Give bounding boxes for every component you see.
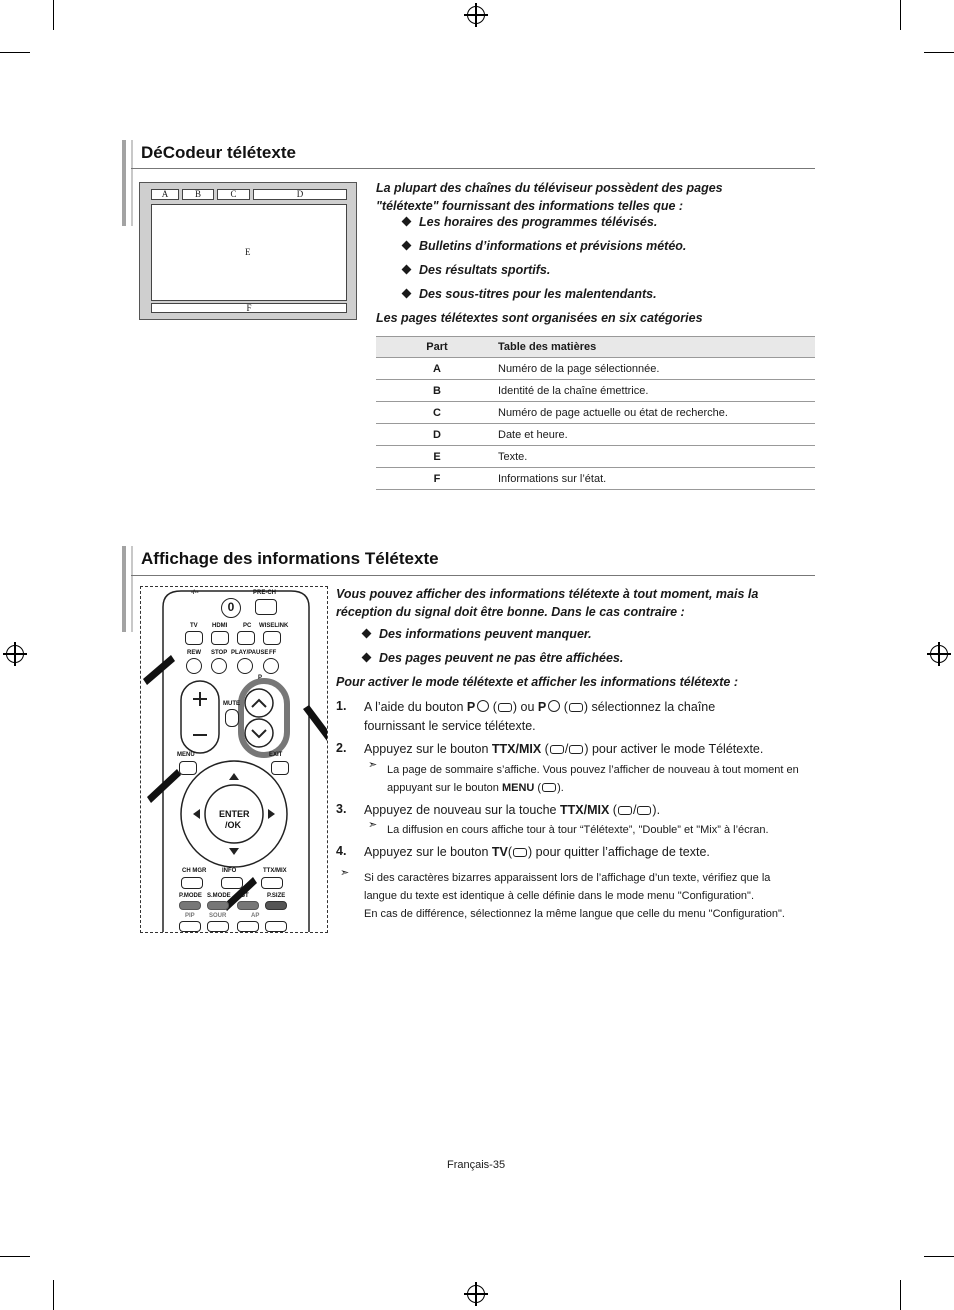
hdmi-label: HDMI [212, 623, 228, 629]
s-mode-button[interactable] [207, 901, 229, 910]
step-number: 4. [336, 844, 347, 858]
table-row: C Numéro de page actuelle ou état de recherche. [376, 402, 815, 424]
list-item: Des sous-titres pour les malentendants. [403, 287, 657, 301]
table-header-row [376, 337, 815, 358]
step-text: Appuyez de nouveau sur la touche TTX/MIX ( / ). [364, 803, 661, 817]
p-up-icon [477, 700, 489, 712]
ttx-mix-button[interactable] [261, 877, 283, 889]
note-text: La page de sommaire s’affiche. Vous pouvez l’afficher de nouveau à tout moment en [387, 764, 799, 776]
section-rule [131, 168, 815, 169]
crop-mark [900, 1280, 901, 1310]
registration-mark-icon [6, 645, 24, 663]
p-down-icon [548, 700, 560, 712]
p-label: P [258, 675, 263, 681]
teletext-table [376, 336, 815, 490]
still-label: ST [241, 893, 249, 899]
enter-ok-button[interactable] [207, 786, 261, 840]
stop-label: STOP [211, 650, 228, 656]
crop-mark [53, 0, 54, 30]
diamond-bullet-icon [402, 217, 412, 227]
menu-button[interactable] [179, 761, 197, 775]
table-row: E Texte. [376, 446, 815, 468]
final-note-line: En cas de différence, sélectionnez la même langue que celle du menu "Configuration". [364, 908, 785, 920]
dash-label: -/-- [191, 590, 199, 596]
channel-down-icon [569, 703, 583, 712]
pc-button[interactable] [237, 631, 255, 645]
rew-label: REW [187, 650, 201, 656]
teletext-icon [550, 745, 564, 754]
activate-heading: Pour activer le mode télétexte et afficher les informations télétexte : [336, 675, 738, 689]
step-text: Appuyez sur le bouton TV( ) pour quitter l’affichage de texte. [364, 845, 710, 859]
table-intro: Les pages télétextes sont organisées en six catégories [376, 311, 703, 325]
ap-button[interactable] [237, 921, 259, 932]
still-button[interactable] [237, 901, 259, 910]
crop-mark [924, 1256, 954, 1257]
ch-mgr-label: CH MGR [182, 868, 207, 874]
mute-button[interactable] [225, 709, 239, 727]
pre-ch-button[interactable] [255, 599, 277, 615]
ok-label: /OK [225, 820, 242, 830]
p-size-label: P.SIZE [267, 893, 286, 899]
crop-mark [924, 52, 954, 53]
wiselink-label: WISELINK [259, 623, 289, 629]
note-text: appuyant sur le bouton MENU ( ). [387, 782, 564, 794]
page-number: Français-35 [447, 1159, 506, 1171]
enter-label: ENTER [219, 809, 250, 819]
note-text: La diffusion en cours affiche tour à tour “Télétexte”, "Double” et "Mix” à l’écran. [387, 824, 769, 836]
exit-label: EXIT [269, 752, 283, 758]
ap-label: AP [251, 913, 260, 919]
list-item: Des informations peuvent manquer. [363, 627, 592, 641]
diamond-bullet-icon [402, 241, 412, 251]
up-button[interactable] [265, 921, 287, 932]
stop-button[interactable] [211, 658, 227, 674]
note-arrow-icon: ➣ [368, 759, 378, 771]
section-accent-bar [122, 140, 126, 226]
crop-mark [900, 0, 901, 30]
pre-ch-label: PRE-CH [253, 590, 277, 596]
ff-label: FF [269, 650, 277, 656]
list-item: Les horaires des programmes télévisés. [403, 215, 657, 229]
note-arrow-icon: ➣ [368, 819, 378, 831]
rew-button[interactable] [186, 658, 202, 674]
menu-icon [542, 783, 556, 792]
table-row: A Numéro de la page sélectionnée. [376, 358, 815, 380]
column-header: Table des matières [498, 337, 815, 358]
cell-f: F [151, 303, 347, 313]
tv-button[interactable] [185, 631, 203, 645]
info-button[interactable] [221, 877, 243, 889]
table-row: D Date et heure. [376, 424, 815, 446]
section-title: DéCodeur télétexte [141, 143, 296, 162]
step-number: 3. [336, 802, 347, 816]
ch-mgr-button[interactable] [181, 877, 203, 889]
section-accent-bar [122, 546, 126, 632]
channel-up-icon [498, 703, 512, 712]
ttx-mix-label: TTX/MIX [263, 868, 287, 874]
p-size-button[interactable] [265, 901, 287, 910]
registration-mark-icon [467, 1285, 485, 1303]
registration-mark-icon [467, 6, 485, 24]
wiselink-button[interactable] [263, 631, 281, 645]
s-mode-label: S.MODE [207, 893, 231, 899]
mix-icon [569, 745, 583, 754]
table-row: F Informations sur l’état. [376, 468, 815, 490]
step-number: 2. [336, 741, 347, 755]
step-number: 1. [336, 699, 347, 713]
pip-button[interactable] [179, 921, 201, 932]
cell-c: C [217, 189, 250, 200]
diamond-bullet-icon [402, 289, 412, 299]
tv-label: TV [190, 623, 198, 629]
source-button[interactable] [207, 921, 229, 932]
final-note-line: Si des caractères bizarres apparaissent lors de l’affichage d’un texte, vérifiez que la [364, 872, 771, 884]
info-label: INFO [222, 868, 237, 874]
list-item: Des résultats sportifs. [403, 263, 550, 277]
zero-button[interactable]: 0 [221, 598, 241, 618]
column-header: Part [376, 337, 498, 358]
teletext-diagram [139, 182, 357, 320]
crop-mark [53, 1280, 54, 1310]
cell-b: B [182, 189, 214, 200]
step-text-continued: fournissant le service télétexte. [364, 719, 536, 733]
ff-button[interactable] [263, 658, 279, 674]
mute-label: MUTE [223, 701, 240, 707]
registration-mark-icon [930, 645, 948, 663]
diamond-bullet-icon [402, 265, 412, 275]
cell-a: A [151, 189, 179, 200]
crop-mark [0, 52, 30, 53]
pc-label: PC [243, 623, 252, 629]
section-rule [131, 575, 815, 576]
remote-control-illustration [140, 586, 328, 933]
note-arrow-icon: ➣ [340, 867, 350, 879]
exit-button[interactable] [271, 761, 289, 775]
play-pause-button[interactable] [237, 658, 253, 674]
p-mode-button[interactable] [179, 901, 201, 910]
mix-icon [637, 806, 651, 815]
step-text: A l’aide du bouton P ( ) ou P ( ) sélectionnez la chaîne [364, 700, 716, 714]
section-accent-bar [131, 140, 133, 226]
final-note-line: langue du texte est identique à celle définie dans le mode menu "Configuration". [364, 890, 755, 902]
p-mode-label: P.MODE [179, 893, 202, 899]
step-text: Appuyez sur le bouton TTX/MIX ( / ) pour activer le mode Télétexte. [364, 742, 764, 756]
text-area [151, 204, 347, 301]
play-pause-label: PLAY/PAUSE [231, 650, 269, 656]
section-title: Affichage des informations Télétexte [141, 549, 439, 568]
tv-icon [513, 848, 527, 857]
section2-intro: Vous pouvez afficher des informations télétexte à tout moment, mais la réception du signal doit être bonne. Dans le cas contraire : [336, 587, 759, 619]
pip-label: PIP [185, 913, 195, 919]
hdmi-button[interactable] [211, 631, 229, 645]
crop-mark [0, 1256, 30, 1257]
source-label: SOUR [209, 913, 227, 919]
section-accent-bar [131, 546, 133, 632]
cell-d: D [253, 189, 347, 200]
list-item: Des pages peuvent ne pas être affichées. [363, 651, 623, 665]
cell-e: E [245, 247, 251, 257]
diamond-bullet-icon [362, 653, 372, 663]
list-item: Bulletins d’informations et prévisions météo. [403, 239, 686, 253]
menu-label: MENU [177, 752, 195, 758]
teletext-icon [618, 806, 632, 815]
table-row: B Identité de la chaîne émettrice. [376, 380, 815, 402]
section1-intro: La plupart des chaînes du téléviseur possèdent des pages "télétexte" fournissant des informations telles que : [376, 181, 723, 213]
diamond-bullet-icon [362, 629, 372, 639]
